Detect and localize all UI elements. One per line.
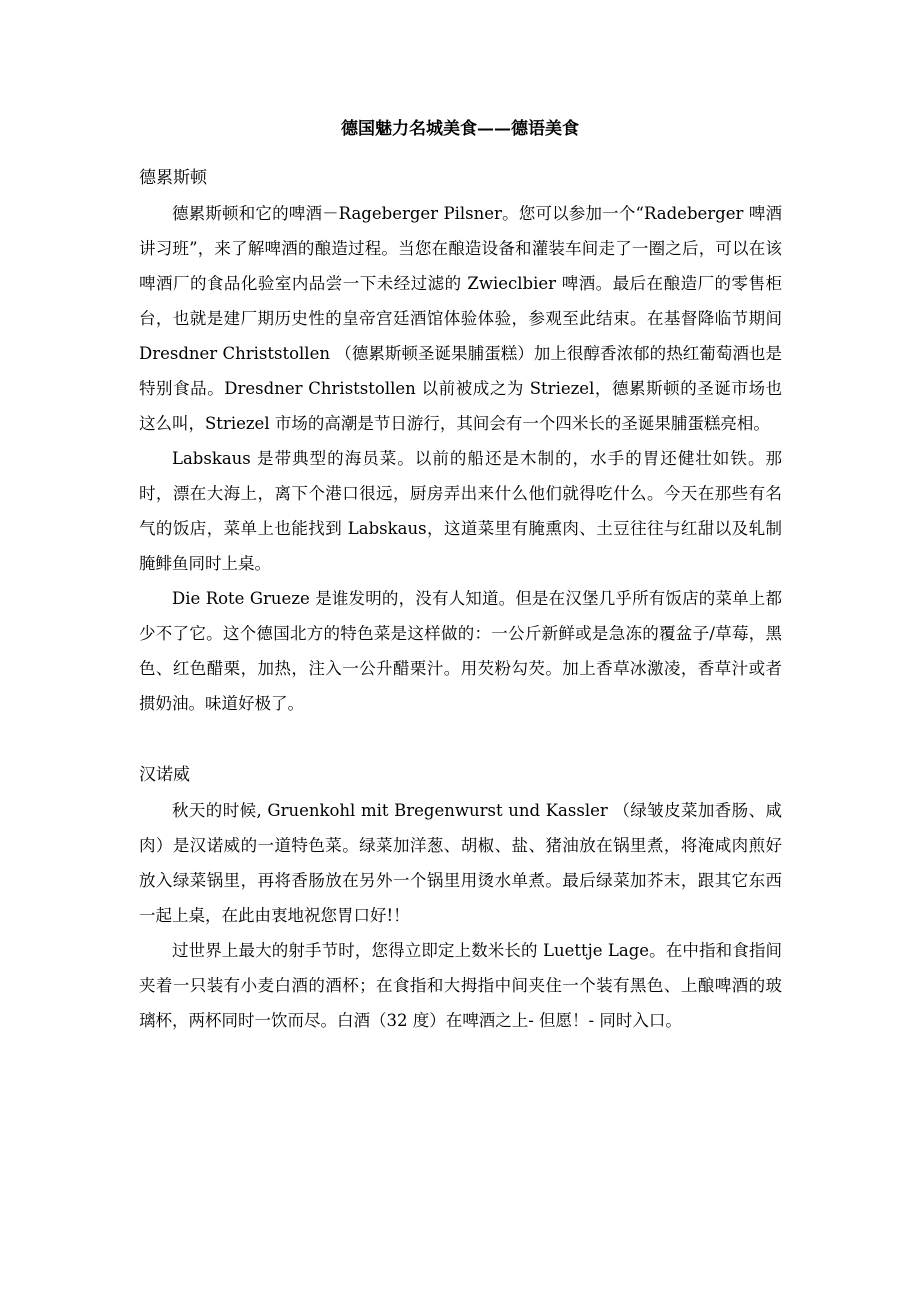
paragraph: Labskaus 是带典型的海员菜。以前的船还是木制的，水手的胃还健壮如铁。那时，漂在大海上，离下个港口很远，厨房弄出来什么他们就得吃什么。今天在那些有名气的饭店，菜单上也能找到 Labskaus，这道菜里有腌熏肉、土豆往往与红甜以及轧制腌鲱鱼同时上桌。	[139, 449, 782, 573]
paragraph: Die Rote Grueze 是谁发明的，没有人知道。但是在汉堡几乎所有饭店的菜单上都少不了它。这个德国北方的特色菜是这样做的：一公斤新鲜或是急冻的覆盆子/草莓，黑色、红色醋栗，加热，注入一公升醋栗汁。用芡粉勾芡。加上香草冰激凌，香草汁或者掼奶油。味道好极了。	[139, 589, 782, 713]
section-heading: 德累斯顿	[139, 168, 207, 188]
section-heading: 汉诺威	[139, 765, 190, 785]
section-dresden	[139, 160, 782, 721]
document-body	[139, 160, 782, 1038]
section-spacer	[139, 721, 782, 757]
paragraph: 过世界上最大的射手节时，您得立即定上数米长的 Luettje Lage。在中指和食指间夹着一只装有小麦白酒的酒杯；在食指和大拇指中间夹住一个装有黑色、上酿啤酒的玻璃杯，两杯同时一饮而尽。白酒（32 度）在啤酒之上- 但愿！- 同时入口。	[139, 941, 782, 1030]
paragraph: 秋天的时候, Gruenkohl mit Bregenwurst und Kassler （绿皱皮菜加香肠、咸肉）是汉诺威的一道特色菜。绿菜加洋葱、胡椒、盐、猪油放在锅里煮，将淹咸肉煎好放入绿菜锅里，再将香肠放在另外一个锅里用烫水单煮。最后绿菜加芥末，跟其它东西一起上桌，在此由衷地祝您胃口好!！	[139, 801, 782, 925]
document-title: 德国魅力名城美食——德语美食	[341, 119, 579, 139]
section-hannover	[139, 757, 782, 1038]
paragraph: 德累斯顿和它的啤酒－Rageberger Pilsner。您可以参加一个“Radeberger 啤酒讲习班”，来了解啤酒的酿造过程。当您在酿造设备和灌装车间走了一圈之后，可以在该啤酒厂的食品化验室内品尝一下未经过滤的 Zwieclbier 啤酒。最后在酿造厂的零售柜台，也就是建厂期历史性的皇帝宫廷酒馆体验体验，参观至此结束。在基督降临节期间 Dresdner Christstollen （德累斯顿圣诞果脯蛋糕）加上很醇香浓郁的热红葡萄酒也是特别食品。Dresdner Christstollen 以前被成之为 Striezel，德累斯顿的圣诞市场也这么叫，Striezel 市场的高潮是节日游行，其间会有一个四米长的圣诞果脯蛋糕亮相。	[139, 204, 782, 433]
